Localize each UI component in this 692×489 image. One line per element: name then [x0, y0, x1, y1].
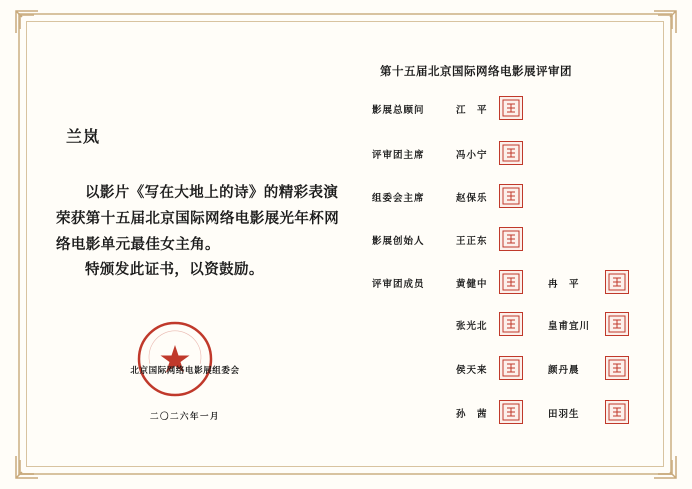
name-seal-icon [499, 227, 523, 251]
name-seal-icon [499, 184, 523, 208]
jury-member-name: 侯天来 [456, 365, 488, 376]
jury-member-name: 冯小宁 [456, 150, 488, 161]
jury-role-label: 影展总顾问 [372, 105, 425, 116]
jury-members-label: 评审团成员 [372, 279, 425, 290]
name-seal-icon [499, 141, 523, 165]
award-text: 以影片《写在大地上的诗》的精彩表演荣获第十五届北京国际网络电影展光年杯网络电影单元最佳女主角。 [56, 184, 340, 253]
jury-member-name: 张光北 [456, 321, 488, 332]
name-seal-icon [499, 312, 523, 336]
name-seal-icon [499, 400, 523, 424]
name-seal-icon [499, 270, 523, 294]
name-seal-icon [605, 356, 629, 380]
jury-member-name: 颜丹晨 [548, 365, 580, 376]
corner-ornament-icon [652, 454, 678, 480]
name-seal-icon [605, 400, 629, 424]
recipient-name: 兰岚 [66, 127, 101, 146]
jury-role-label: 组委会主席 [372, 193, 425, 204]
jury-member-name: 孙 茜 [456, 409, 488, 420]
corner-ornament-icon [14, 9, 40, 35]
jury-member-name: 赵保乐 [456, 193, 488, 204]
jury-role-label: 评审团主席 [372, 150, 425, 161]
jury-role-label: 影展创始人 [372, 236, 425, 247]
corner-ornament-icon [14, 454, 40, 480]
corner-ornament-icon [652, 9, 678, 35]
name-seal-icon [605, 270, 629, 294]
jury-member-name: 王正东 [456, 236, 488, 247]
jury-member-name: 皇甫宜川 [548, 321, 591, 332]
jury-member-name: 黄健中 [456, 279, 488, 290]
name-seal-icon [605, 312, 629, 336]
closing-text: 特颁发此证书，以资鼓励。 [85, 261, 264, 278]
jury-member-name: 江 平 [456, 105, 488, 116]
name-seal-icon [499, 96, 523, 120]
official-seal-icon [136, 320, 214, 398]
jury-member-name: 冉 平 [548, 279, 580, 290]
jury-member-name: 田羽生 [548, 409, 580, 420]
name-seal-icon [499, 356, 523, 380]
issue-date: 二〇二六年一月 [150, 412, 221, 422]
organizer-name: 北京国际网络电影展组委会 [130, 366, 240, 376]
jury-title: 第十五届北京国际网络电影展评审团 [380, 64, 572, 78]
